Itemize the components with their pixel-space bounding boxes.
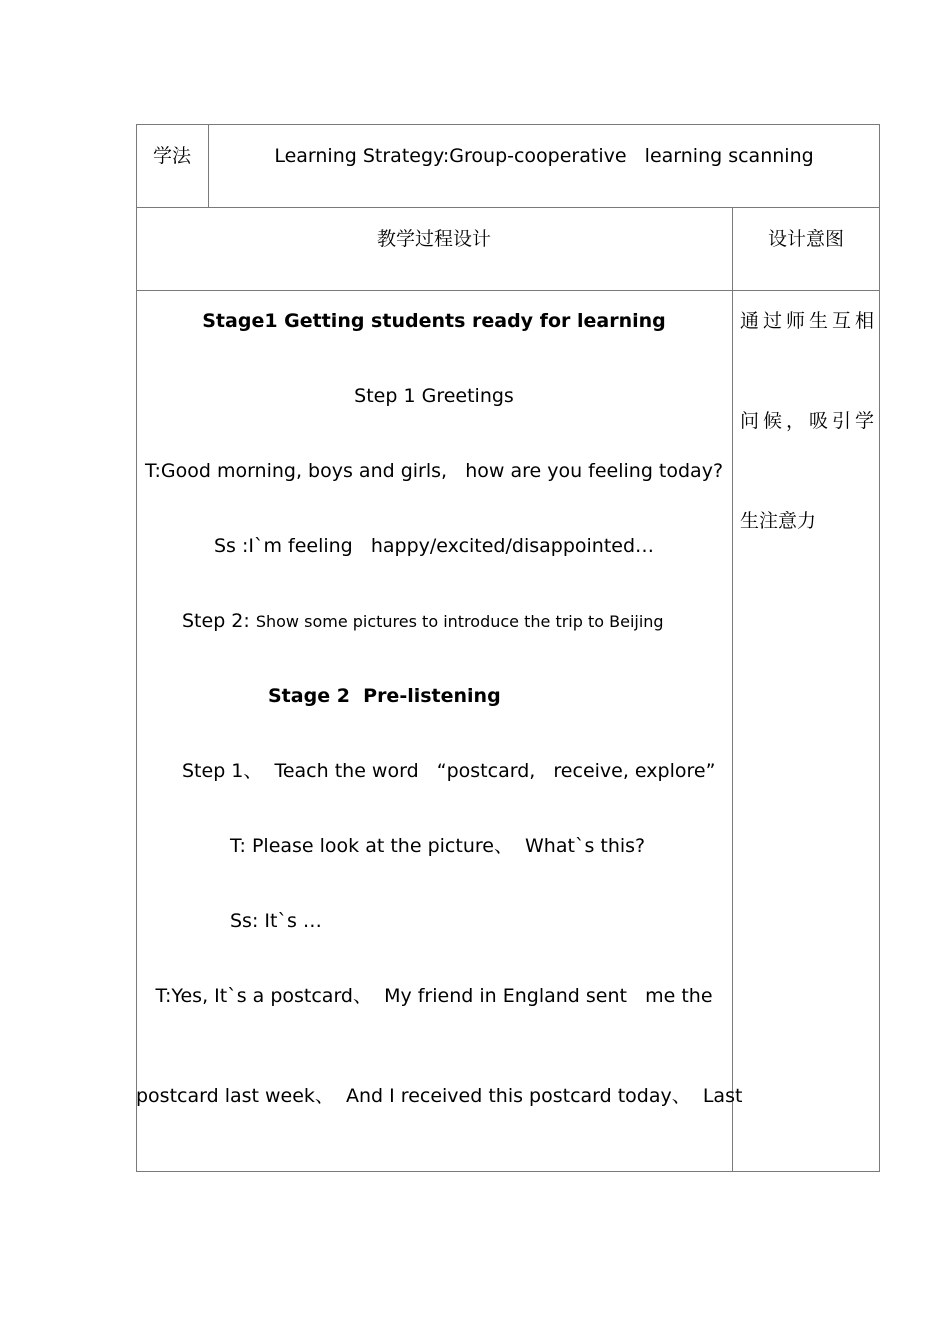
lesson-plan-table (136, 124, 880, 1172)
column-divider (732, 207, 733, 1172)
stage1-step1: Step 1 Greetings (354, 385, 514, 407)
design-intent-header: 设计意图 (767, 228, 844, 250)
intent-line-2: 问候，吸引学 (740, 410, 879, 432)
strategy-label: 学法 (153, 145, 192, 167)
intent-line-1: 通过师生互相 (740, 310, 879, 332)
strategy-content: Learning Strategy:Group-cooperative learning scanning (274, 145, 814, 167)
stage2-step1: Step 1、 Teach the word “postcard, receive, explore” (182, 760, 716, 782)
process-design-header: 教学过程设计 (376, 228, 491, 250)
stage2-title: Stage 2 Pre-listening (268, 685, 501, 707)
teacher-greeting: T:Good morning, boys and girls, how are you feeling today? (144, 460, 724, 482)
step2-prefix: Step 2: (182, 610, 256, 632)
intent-line-3: 生注意力 (740, 510, 817, 532)
teacher-picture-question: T: Please look at the picture、 What`s this? (230, 835, 646, 857)
students-answer: Ss: It`s … (230, 910, 322, 932)
students-feeling: Ss :I`m feeling happy/excited/disappointed… (213, 535, 655, 557)
row1-bottom-border (136, 207, 880, 208)
row2-bottom-border (136, 290, 880, 291)
teacher-postcard-line: T:Yes, It`s a postcard、 My friend in England sent me the (155, 985, 713, 1007)
step2-text: Show some pictures to introduce the trip to Beijing (255, 612, 664, 631)
stage1-step2 (182, 609, 664, 634)
postcard-received-line: postcard last week、 And I received this postcard today、 Last (136, 1085, 743, 1107)
stage1-title: Stage1 Getting students ready for learning (202, 310, 666, 332)
